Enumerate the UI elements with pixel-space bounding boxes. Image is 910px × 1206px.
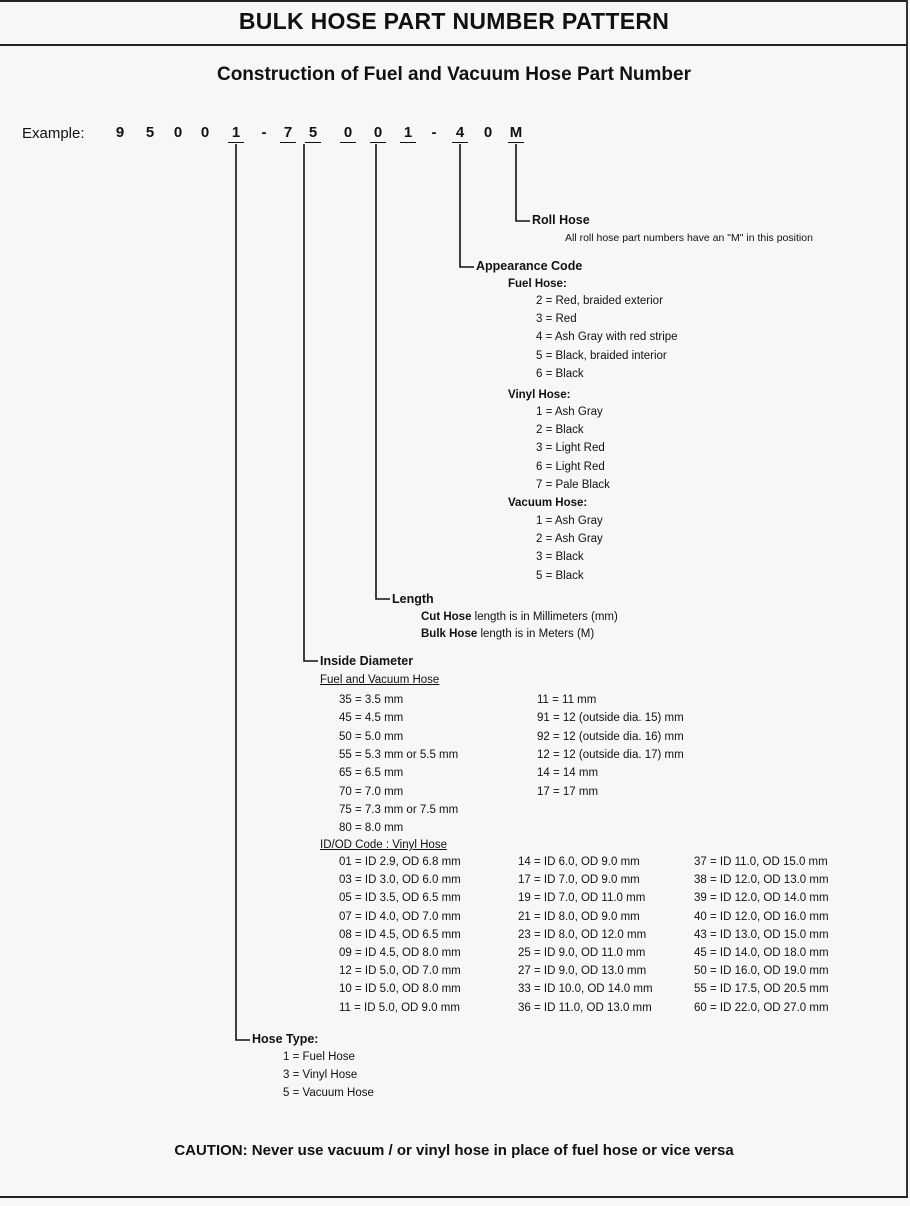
list-item: 23 = ID 8.0, OD 12.0 mm [518,928,647,941]
list-item: 3 = Black [536,551,584,564]
example-digit: 0 [340,124,356,143]
list-item: 37 = ID 11.0, OD 15.0 mm [694,856,828,868]
list-item: 21 = ID 8.0, OD 9.0 mm [518,910,640,923]
caution-note: CAUTION: Never use vacuum / or vinyl hose in place of fuel hose or vice versa [174,1142,734,1159]
list-item: 19 = ID 7.0, OD 11.0 mm [518,892,646,905]
list-item: 12 = ID 5.0, OD 7.0 mm [339,965,461,978]
list-item: 6 = Light Red [536,460,605,473]
list-item: 11 = 11 mm [537,694,597,706]
example-digit: 0 [173,124,183,141]
example-digit: - [261,124,267,141]
list-item: 55 = 5.3 mm or 5.5 mm [339,748,459,761]
list-item: 03 = ID 3.0, OD 6.0 mm [339,874,461,887]
list-item: 2 = Red, braided exterior [536,295,663,307]
list-item: 33 = ID 10.0, OD 14.0 mm [518,983,653,996]
list-item: 2 = Black [536,424,584,437]
cut-hose-label: Cut Hose [421,611,472,623]
list-item: 14 = ID 6.0, OD 9.0 mm [518,856,640,868]
example-digit: 9 [115,124,125,141]
example-digit: 4 [452,124,468,143]
bulk-hose-text: length is in Meters (M) [477,628,595,640]
example-digit: 5 [305,124,321,143]
appearance-vacuum-heading: Vacuum Hose: [508,497,588,509]
list-item: 5 = Black [536,569,584,582]
list-item: 75 = 7.3 mm or 7.5 mm [339,803,459,816]
list-item: 55 = ID 17.5, OD 20.5 mm [694,983,829,996]
list-item: 91 = 12 (outside dia. 15) mm [537,712,684,725]
list-item: 45 = 4.5 mm [339,712,404,725]
list-item: 92 = 12 (outside dia. 16) mm [537,730,684,743]
example-digit: - [431,124,437,141]
list-item: 38 = ID 12.0, OD 13.0 mm [694,874,829,887]
list-item: 3 = Vinyl Hose [283,1068,358,1081]
length-bulk-hose [421,627,594,641]
list-item: 14 = 14 mm [537,767,599,780]
page-subtitle: Construction of Fuel and Vacuum Hose Part Number [216,64,691,85]
list-item: 80 = 8.0 mm [339,822,404,835]
list-item: 3 = Light Red [536,442,605,455]
page-title: BULK HOSE PART NUMBER PATTERN [238,8,670,34]
list-item: 36 = ID 11.0, OD 13.0 mm [518,1001,652,1014]
fuel-vacuum-hose-heading: Fuel and Vacuum Hose [320,674,440,686]
list-item: 39 = ID 12.0, OD 14.0 mm [694,892,829,905]
list-item: 4 = Ash Gray with red stripe [536,331,678,344]
list-item: 50 = ID 16.0, OD 19.0 mm [694,965,829,978]
list-item: 07 = ID 4.0, OD 7.0 mm [339,910,461,923]
appearance-vinyl-heading: Vinyl Hose: [508,389,571,401]
list-item: 5 = Black, braided interior [536,349,667,362]
example-digit: 0 [483,124,493,141]
example-digit: 0 [370,124,386,143]
roll-hose-note: All roll hose part numbers have an "M" in this position [565,232,813,244]
list-item: 01 = ID 2.9, OD 6.8 mm [339,856,461,868]
list-item: 35 = 3.5 mm [339,694,404,706]
list-item: 5 = Vacuum Hose [283,1086,374,1099]
list-item: 40 = ID 12.0, OD 16.0 mm [694,910,829,923]
list-item: 08 = ID 4.5, OD 6.5 mm [339,928,461,941]
list-item: 7 = Pale Black [536,478,610,491]
list-item: 11 = ID 5.0, OD 9.0 mm [339,1001,460,1014]
list-item: 50 = 5.0 mm [339,730,404,743]
list-item: 2 = Ash Gray [536,533,603,546]
appearance-code-heading: Appearance Code [476,259,583,273]
list-item: 65 = 6.5 mm [339,767,404,780]
list-item: 09 = ID 4.5, OD 8.0 mm [339,947,461,959]
example-digit: M [509,124,523,141]
list-item: 45 = ID 14.0, OD 18.0 mm [694,947,829,959]
list-item: 10 = ID 5.0, OD 8.0 mm [339,983,461,996]
roll-hose-heading: Roll Hose [532,213,590,227]
list-item: 3 = Red [536,313,577,326]
bulk-hose-label: Bulk Hose [421,628,478,640]
example-digit: 7 [280,124,296,143]
list-item: 70 = 7.0 mm [339,785,404,798]
list-item: 05 = ID 3.5, OD 6.5 mm [339,892,461,905]
list-item: 1 = Ash Gray [536,515,603,527]
idod-vinyl-heading: ID/OD Code : Vinyl Hose [320,839,447,851]
example-digit: 5 [145,124,155,141]
list-item: 25 = ID 9.0, OD 11.0 mm [518,947,646,959]
example-digit: 0 [200,124,210,141]
list-item: 17 = 17 mm [537,785,599,798]
list-item: 1 = Fuel Hose [283,1051,355,1063]
example-digit: 1 [228,124,244,143]
list-item: 60 = ID 22.0, OD 27.0 mm [694,1001,829,1014]
inside-diameter-heading: Inside Diameter [320,654,414,668]
list-item: 1 = Ash Gray [536,406,603,418]
cut-hose-text: length is in Millimeters (mm) [471,611,618,623]
list-item: 12 = 12 (outside dia. 17) mm [537,748,684,761]
example-label: Example: [22,125,85,142]
hose-type-heading: Hose Type: [252,1032,319,1046]
example-digit: 1 [400,124,416,143]
list-item: 27 = ID 9.0, OD 13.0 mm [518,965,647,978]
length-cut-hose [421,610,618,624]
appearance-fuel-heading: Fuel Hose: [508,278,567,290]
list-item: 6 = Black [536,367,584,380]
length-heading: Length [392,592,434,606]
list-item: 17 = ID 7.0, OD 9.0 mm [518,874,640,887]
list-item: 43 = ID 13.0, OD 15.0 mm [694,928,829,941]
